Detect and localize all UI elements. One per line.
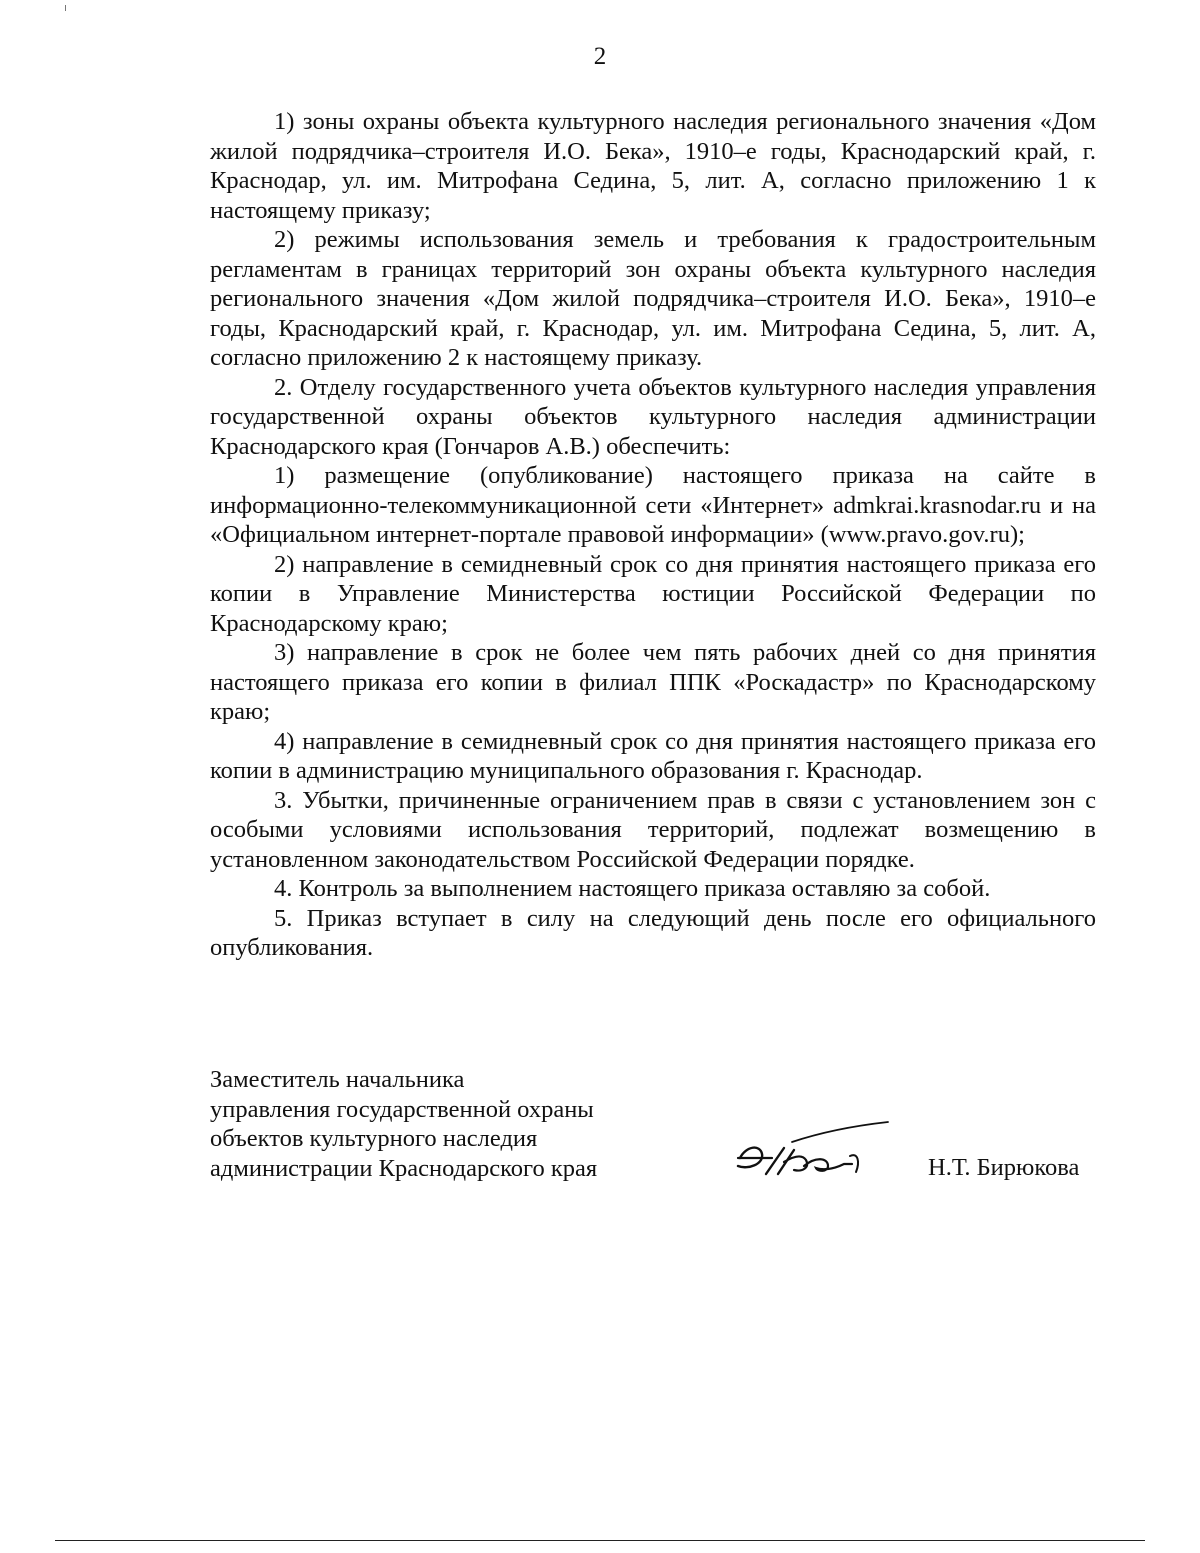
signer-title-line: объектов культурного наследия — [210, 1125, 538, 1152]
handwritten-signature — [732, 1118, 892, 1188]
paragraph-regimes: 2) режимы использования земель и требования к градостроительным регламентам в границах территорий зон охраны объекта культурного наследия регионального значения «Дом жилой подрядчика–строителя И.О. Бека», 1910–е годы, Краснодарский край, г. Краснодар, ул. им. Митрофана Седина, 5, лит. А, согласно приложению 2 к настоящему приказу. — [210, 226, 1096, 371]
bottom-divider — [55, 1540, 1145, 1541]
paragraph-ministry-copy: 2) направление в семидневный срок со дня принятия настоящего приказа его копии в Управление Министерства юстиции Российской Федерации по Краснодарскому краю; — [210, 550, 1096, 637]
signer-title-line: управления государственной охраны — [210, 1095, 594, 1123]
signer-name: Н.Т. Бирюкова — [928, 1154, 1080, 1181]
paragraph-effective: 5. Приказ вступает в силу на следующий день после его официального опубликования. — [210, 904, 1096, 961]
paragraph-department-order: 2. Отделу государственного учета объектов культурного наследия управления государственной охраны объектов культурного наследия администрации Краснодарского края (Гончаров А.В.) обеспечить: — [210, 373, 1096, 460]
paragraph-zones: 1) зоны охраны объекта культурного наследия регионального значения «Дом жилой подрядчика–строителя И.О. Бека», 1910–е годы, Краснодарский край, г. Краснодар, ул. им. Митрофана Седина, 5, лит. А, согласно приложению 1 к настоящему приказу; — [210, 108, 1096, 224]
paragraph-municipality-copy: 4) направление в семидневный срок со дня принятия настоящего приказа его копии в администрацию муниципального образования г. Краснодар. — [210, 727, 1096, 784]
document-body — [210, 107, 1096, 963]
page-number: 2 — [593, 43, 607, 70]
signer-title-line: Заместитель начальника — [210, 1066, 465, 1093]
signer-title-line: администрации Краснодарского края — [210, 1154, 598, 1182]
scan-speck — [65, 5, 66, 11]
paragraph-publication: 1) размещение (опубликование) настоящего приказа на сайте в информационно-телекоммуникационной сети «Интернет» admkrai.krasnodar.ru и на «Официальном интернет-портале правовой информации» (www.pravo.gov.ru); — [210, 462, 1096, 548]
paragraph-roskadastr-copy: 3) направление в срок не более чем пять рабочих дней со дня принятия настоящего приказа его копии в филиал ППК «Роскадастр» по Краснодарскому краю; — [210, 639, 1096, 725]
paragraph-control: 4. Контроль за выполнением настоящего приказа оставляю за собой. — [274, 875, 991, 902]
paragraph-losses: 3. Убытки, причиненные ограничением прав в связи с установлением зон с особыми условиями использования территорий, подлежат возмещению в установленном законодательством Российской Федерации порядке. — [210, 786, 1096, 873]
signer-title — [210, 1065, 597, 1183]
